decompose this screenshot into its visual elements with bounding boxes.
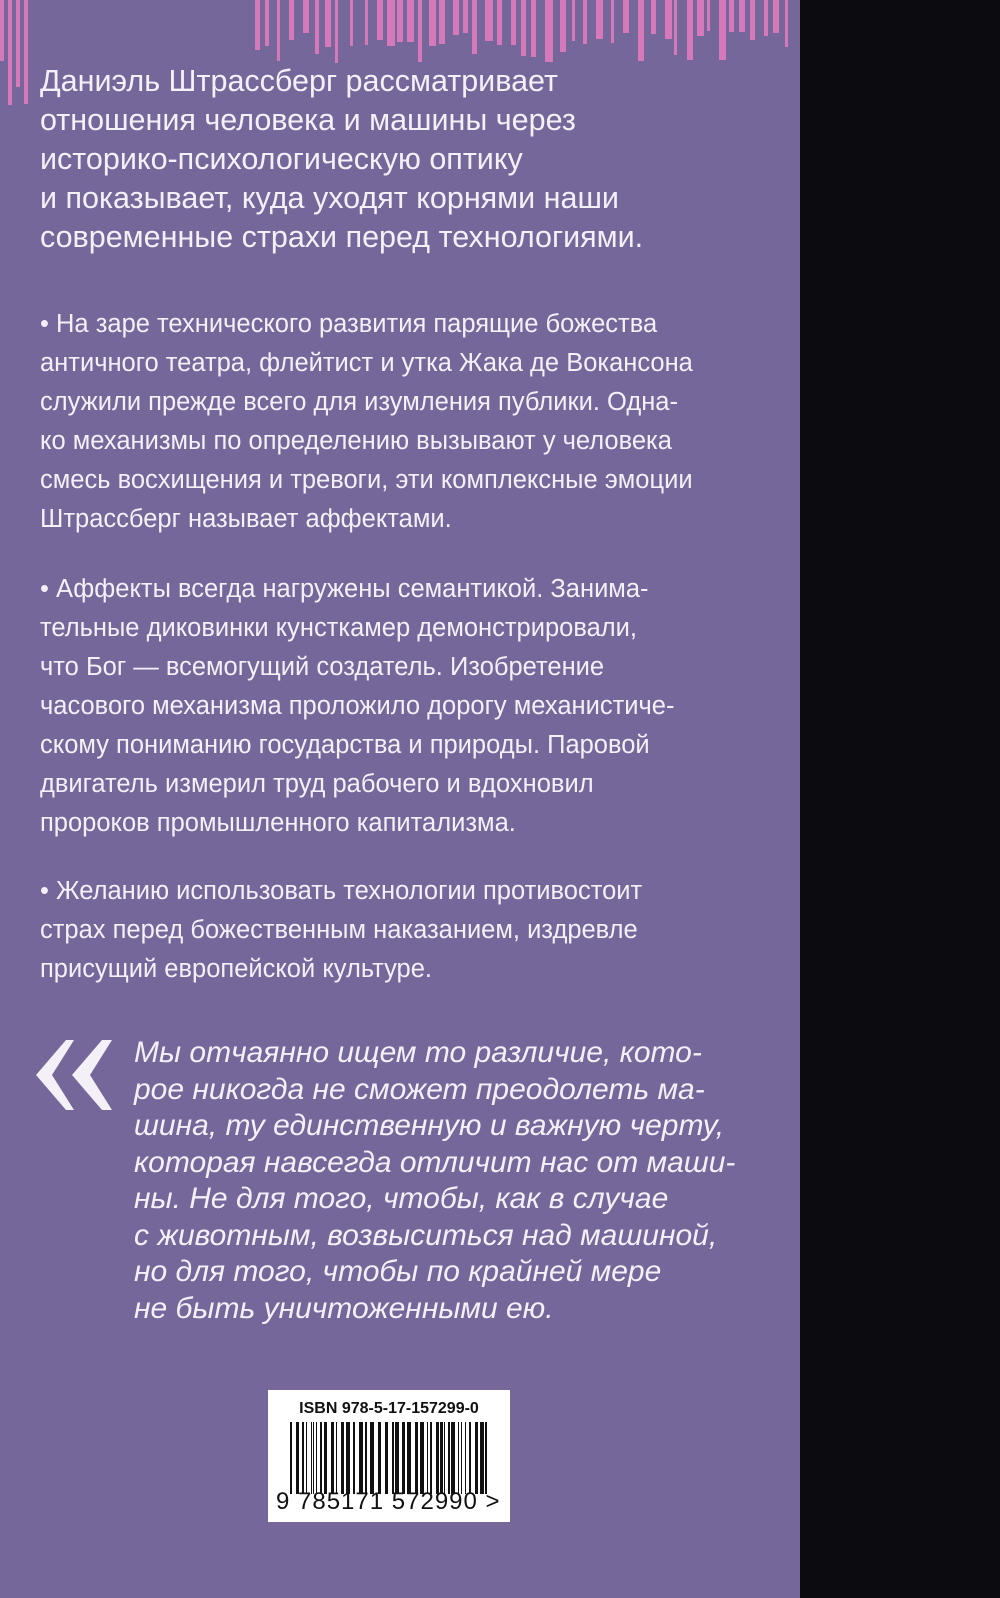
stripe xyxy=(651,0,656,34)
barcode-bar xyxy=(440,1422,443,1494)
stripe xyxy=(387,0,395,46)
stripe xyxy=(8,0,12,105)
text-line: • Желанию использовать технологии противостоит xyxy=(40,877,643,905)
text-line: скому пониманию государства и природы. Паровой xyxy=(40,731,650,759)
barcode-bar xyxy=(385,1422,388,1494)
stripe xyxy=(24,0,28,104)
barcode-bar xyxy=(378,1422,381,1494)
barcode-bar xyxy=(353,1422,355,1494)
text-line: современные страхи перед технологиями. xyxy=(40,220,644,254)
barcode-bar xyxy=(306,1422,307,1494)
stripe xyxy=(289,0,294,40)
text-line: смесь восхищения и тревоги, эти комплексные эмоции xyxy=(40,466,693,494)
text-line: часового механизма проложило дорогу механистиче- xyxy=(40,692,675,720)
barcode-bar xyxy=(290,1422,292,1494)
text-line: пророков промышленного капитализма. xyxy=(40,809,516,837)
stripe xyxy=(429,0,436,46)
barcode-bar xyxy=(313,1422,314,1494)
text-line: Мы отчаянно ищем то различие, кото- xyxy=(134,1036,702,1069)
stripe xyxy=(472,0,477,54)
barcode-bar xyxy=(320,1422,322,1494)
barcode-bar xyxy=(402,1422,405,1494)
text-line: • На заре технического развития парящие божества xyxy=(40,310,658,338)
stripe xyxy=(623,0,628,33)
stripe xyxy=(674,0,678,55)
stripe xyxy=(255,0,260,50)
barcode-bar xyxy=(415,1422,418,1494)
stripe xyxy=(719,0,726,60)
barcode-bar xyxy=(451,1422,455,1494)
stripe xyxy=(0,0,4,61)
stripe xyxy=(531,0,535,57)
text-line: отношения человека и машины через xyxy=(40,103,576,137)
barcode-bar xyxy=(485,1422,487,1494)
barcode-bar xyxy=(465,1422,466,1494)
stripe xyxy=(739,0,744,32)
text-line: шина, ту единственную и важную черту, xyxy=(134,1109,725,1142)
barcode-bar xyxy=(395,1422,399,1494)
text-line: служили прежде всего для изумления публики. Одна- xyxy=(40,388,678,416)
barcode-bar xyxy=(346,1422,350,1494)
stripe xyxy=(750,0,754,40)
text-line: и показывает, куда уходят корнями наши xyxy=(40,181,619,215)
barcode-bars xyxy=(290,1422,490,1494)
stripe xyxy=(439,0,445,44)
text-line: ны. Не для того, чтобы, как в случае xyxy=(134,1182,669,1215)
isbn-label: ISBN 978-5-17-157299-0 xyxy=(299,1400,479,1417)
barcode-bar xyxy=(458,1422,459,1494)
bullet-paragraph-2 xyxy=(40,570,674,843)
stripe xyxy=(764,0,768,36)
text-line: рое никогда не сможет преодолеть ма- xyxy=(134,1072,705,1106)
stripe xyxy=(638,0,643,61)
text-line: ко механизмы по определению вызывают у человека xyxy=(40,427,672,455)
stripe xyxy=(611,0,614,43)
barcode-bar xyxy=(341,1422,344,1494)
barcode-bar xyxy=(461,1422,462,1494)
barcode-bar xyxy=(311,1422,312,1494)
barcode-bar xyxy=(444,1422,445,1494)
stripe xyxy=(350,0,354,46)
stripe xyxy=(773,0,779,33)
stripe xyxy=(335,0,338,63)
barcode-bar xyxy=(420,1422,424,1494)
stripe xyxy=(315,0,319,54)
text-line: присущий европейской культуре. xyxy=(40,955,433,983)
barcode-bar xyxy=(302,1422,304,1494)
stripe xyxy=(545,0,553,62)
text-line: тельные диковинки кунсткамер демонстрировали, xyxy=(40,614,637,642)
stripe xyxy=(485,0,493,41)
stripe xyxy=(596,0,603,39)
barcode-bar xyxy=(296,1422,299,1494)
stripe xyxy=(521,0,525,56)
bullet-paragraph-3 xyxy=(40,872,642,989)
barcode-bar xyxy=(469,1422,471,1494)
text-line: но для того, чтобы по крайней мере xyxy=(134,1255,662,1288)
barcode-bar xyxy=(436,1422,439,1494)
stripe xyxy=(303,0,309,33)
text-line: с животным, возвыситься над машиной, xyxy=(134,1218,718,1252)
stripe xyxy=(583,0,587,44)
barcode-bar xyxy=(365,1422,367,1494)
stripe xyxy=(560,0,567,52)
quote-mark-icon xyxy=(36,1040,112,1110)
stripe xyxy=(463,0,468,33)
stripe xyxy=(697,0,704,36)
text-line: двигатель измерил труд рабочего и вдохновил xyxy=(40,770,594,798)
stripe xyxy=(497,0,502,45)
barcode-bar xyxy=(480,1422,484,1494)
barcode-bar xyxy=(370,1422,374,1494)
stripe xyxy=(687,0,693,60)
text-line: Штрассберг называет аффектами. xyxy=(40,505,452,533)
text-line: античного театра, флейтист и утка Жака де Вокансона xyxy=(40,349,693,377)
stripe xyxy=(265,0,269,46)
quote-text xyxy=(134,1035,735,1327)
barcode-bar xyxy=(475,1422,478,1494)
text-line: не быть уничтоженными ею. xyxy=(134,1291,554,1325)
stripe xyxy=(377,0,383,40)
text-line: страх перед божественным наказанием, издревле xyxy=(40,916,638,944)
stripe xyxy=(397,0,403,42)
stripe xyxy=(365,0,369,45)
stripe xyxy=(785,0,789,47)
bullet-paragraph-1 xyxy=(40,305,693,539)
barcode-bar xyxy=(316,1422,317,1494)
barcode-bar xyxy=(407,1422,411,1494)
isbn-barcode xyxy=(268,1390,510,1522)
barcode-bar xyxy=(336,1422,337,1494)
barcode-bar xyxy=(359,1422,363,1494)
barcode-bar xyxy=(331,1422,334,1494)
stripe xyxy=(453,0,459,35)
stripe xyxy=(16,0,20,87)
stripe xyxy=(418,0,421,62)
stripe xyxy=(511,0,516,45)
barcode-digits: 9 785171 572990 > xyxy=(276,1488,501,1515)
barcode-bar xyxy=(448,1422,450,1494)
barcode-bar xyxy=(392,1422,394,1494)
stripe xyxy=(407,0,414,42)
stripe xyxy=(572,0,575,41)
barcode-bar xyxy=(324,1422,327,1494)
text-line: Даниэль Штрассберг рассматривает xyxy=(40,64,558,98)
text-line: историко-психологическую оптику xyxy=(40,142,523,176)
barcode-bar xyxy=(427,1422,428,1494)
barcode-bar xyxy=(430,1422,432,1494)
stripe xyxy=(277,0,280,61)
stripe xyxy=(665,0,672,39)
text-line: • Аффекты всегда нагружены семантикой. Занима- xyxy=(40,575,649,603)
intro-paragraph xyxy=(40,62,643,257)
text-line: что Бог — всемогущий создатель. Изобретение xyxy=(40,653,605,681)
text-line: которая навсегда отличит нас от маши- xyxy=(134,1145,736,1179)
stripe xyxy=(729,0,734,32)
stripe xyxy=(325,0,331,47)
stripe xyxy=(707,0,710,31)
